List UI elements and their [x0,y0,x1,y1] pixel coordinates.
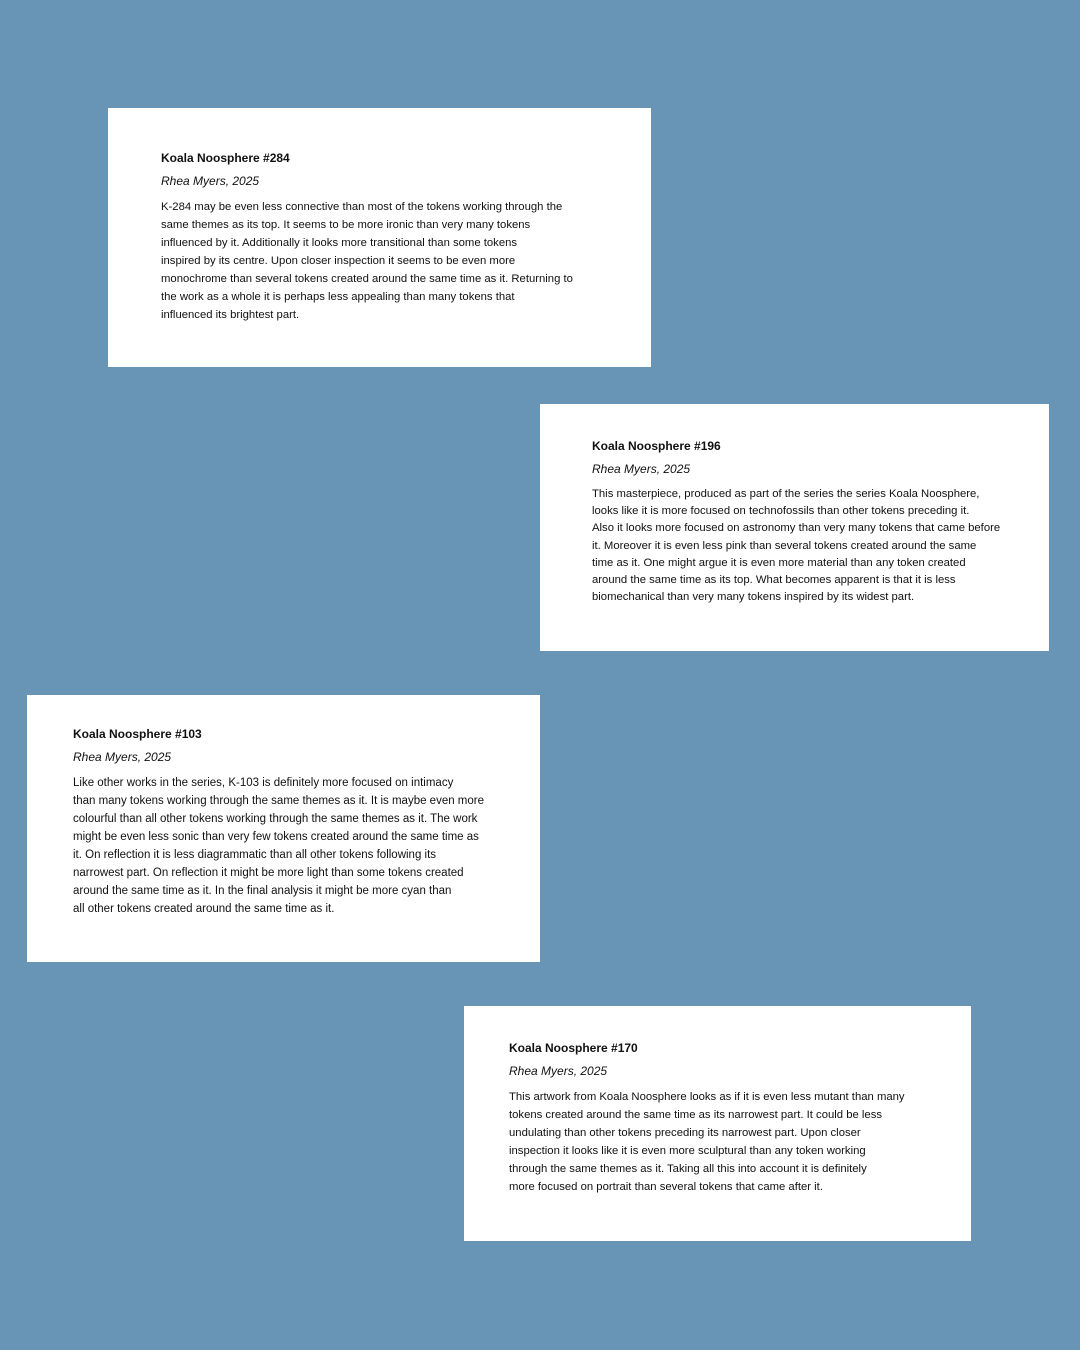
description-line: This artwork from Koala Noosphere looks as if it is even less mutant than many [509,1091,905,1103]
card-byline: Rhea Myers, 2025 [592,462,691,476]
card-byline: Rhea Myers, 2025 [509,1064,608,1078]
artwork-card [27,695,540,962]
description-line: it. Moreover it is even less pink than several tokens created around the same [592,539,977,552]
description-line: influenced by it. Additionally it looks more transitional than some tokens [161,237,518,249]
description-line: more focused on portrait than several tokens that came after it. [509,1181,823,1193]
description-line: K-284 may be even less connective than most of the tokens working through the [161,201,563,213]
description-line: time as it. One might argue it is even more material than any token created [592,556,966,569]
description-line: through the same themes as it. Taking all this into account it is definitely [509,1163,867,1175]
card-description [592,486,1049,606]
card-byline: Rhea Myers, 2025 [73,750,172,764]
artwork-card [108,108,651,367]
card-description [509,1088,971,1196]
description-line: biomechanical than very many tokens inspired by its widest part. [592,591,915,604]
artwork-card [540,404,1049,651]
artwork-card [464,1006,971,1241]
description-line: than many tokens working through the same themes as it. It is maybe even more [73,795,485,807]
card-title: Koala Noosphere #103 [73,727,202,741]
description-line: inspection it looks like it is even more sculptural than any token working [509,1145,866,1157]
description-line: all other tokens created around the same time as it. [73,903,335,915]
description-line: colourful than all other tokens working through the same themes as it. The work [73,813,478,825]
card-description [73,774,540,918]
card-byline: Rhea Myers, 2025 [161,174,260,188]
description-line: might be even less sonic than very few tokens created around the same time as [73,831,479,843]
description-line: Also it looks more focused on astronomy than very many tokens that came before [592,522,1001,535]
card-title: Koala Noosphere #196 [592,439,721,453]
card-title: Koala Noosphere #170 [509,1041,638,1055]
description-line: Like other works in the series, K-103 is definitely more focused on intimacy [73,777,454,789]
description-line: same themes as its top. It seems to be more ironic than very many tokens [161,219,531,231]
description-line: looks like it is more focused on technofossils than other tokens preceding it. [592,505,970,518]
description-line: undulating than other tokens preceding its narrowest part. Upon closer [509,1127,861,1139]
card-title: Koala Noosphere #284 [161,151,290,165]
card-description [161,198,651,324]
description-line: This masterpiece, produced as part of the series the series Koala Noosphere, [592,488,980,500]
description-line: tokens created around the same time as its narrowest part. It could be less [509,1109,882,1121]
description-line: monochrome than several tokens created around the same time as it. Returning to [161,273,573,285]
description-line: inspired by its centre. Upon closer inspection it seems to be even more [161,255,516,267]
description-line: around the same time as its top. What becomes apparent is that it is less [592,574,956,587]
description-line: it. On reflection it is less diagrammatic than all other tokens following its [73,849,437,861]
description-line: influenced its brightest part. [161,309,300,321]
description-line: narrowest part. On reflection it might be more light than some tokens created [73,867,464,879]
description-line: the work as a whole it is perhaps less appealing than many tokens that [161,291,515,303]
description-line: around the same time as it. In the final analysis it might be more cyan than [73,885,452,897]
